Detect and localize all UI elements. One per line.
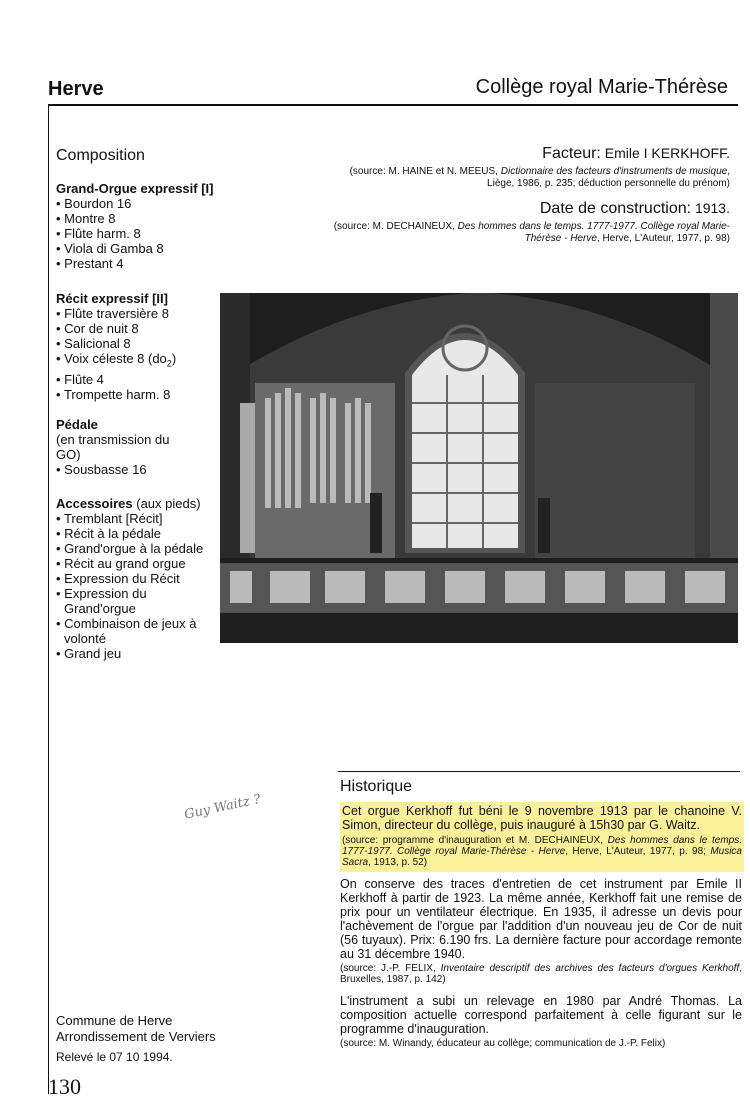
stop-item: • Flûte 4 (56, 372, 216, 387)
accessory-item: • Expression du Grand'orgue (56, 586, 206, 616)
historique-rule (338, 771, 740, 772)
accessory-item: • Expression du Récit (56, 571, 206, 586)
stop-item: • Sousbasse 16 (56, 462, 196, 477)
section-title: Accessoires (aux pieds) (56, 496, 201, 511)
organ-photo (220, 293, 738, 643)
arrondissement: Arrondissement de Verviers (56, 1029, 216, 1044)
stop-item: • Flûte harm. 8 (56, 226, 216, 241)
section-title: Pédale (56, 417, 98, 432)
stop-item (56, 351, 216, 372)
date-block (310, 200, 730, 245)
historique-paragraph-1: Cet orgue Kerkhoff fut béni le 9 novembre 1913 par le chanoine V. Simon, directeur du collège, puis inauguré à 15h30 par G. Waitz. (source: programme d'inauguration et M. DECHAINEUX, Des hommes dans le temps. 1777-1977. Collège royal Marie-Thérèse - Herve, Herve, L'Auteur, 1977, p. 98; Musica Sacra, 1913, p. 52) (340, 802, 744, 872)
section-recit (56, 291, 216, 402)
header-location: Herve (48, 78, 104, 100)
accessory-item: • Tremblant [Récit] (56, 511, 206, 526)
accessory-item: • Combinaison de jeux à volonté (56, 616, 206, 646)
historique-paragraph-3: L'instrument a subi un relevage en 1980 par André Thomas. La composition actuelle correspond parfaitement à celle figurant sur le programme d'inauguration. (source: M. Winandy, éducateur au collège; communication de J.-P. Felix) (340, 994, 742, 1049)
handwritten-note: Guy Waitz ? (183, 791, 262, 823)
stop-item: • Flûte traversière 8 (56, 306, 216, 321)
facteur-line: Facteur: Emile I KERKHOFF. (542, 145, 730, 162)
accessory-item: • Récit au grand orgue (56, 556, 206, 571)
historique-source-1: (source: programme d'inauguration et M. DECHAINEUX, Des hommes dans le temps. 1777-1977. Collège royal Marie-Thérèse - Herve, Herve, L'Auteur, 1977, p. 98; Musica Sacra, 1913, p. 52) (342, 835, 743, 868)
left-rule (48, 104, 49, 1094)
section-accessoires (56, 496, 206, 661)
facteur-source: (source: M. HAINE et N. MEEUS, Dictionnaire des facteurs d'instruments de musique, Liège, 1986, p. 235; déduction personnelle du prénom) (349, 166, 730, 189)
subscript: 2 (166, 358, 172, 369)
paren: ) (171, 351, 177, 366)
organ-illustration (220, 293, 738, 643)
stop-item: • Salicional 8 (56, 336, 216, 351)
stop-item: • Montre 8 (56, 211, 216, 226)
page-number: 130 (48, 1074, 81, 1099)
stop-label: Voix céleste 8 (do (64, 351, 167, 366)
section-title: Grand-Orgue expressif [I] (56, 181, 214, 196)
historique-source-3: (source: M. Winandy, éducateur au collège; communication de J.-P. Felix) (340, 1038, 666, 1049)
date-line: Date de construction: 1913. (539, 200, 730, 217)
historique-source-2: (source: J.-P. FELIX, Inventaire descriptif des archives des facteurs d'orgues Kerkhoff, Bruxelles, 1987, p. 142) (340, 963, 742, 985)
commune-name: Commune de Herve (56, 1013, 173, 1028)
historique-title: Historique (340, 778, 413, 795)
historique-paragraph-2: On conserve des traces d'entretien de cet instrument par Emile II Kerkhoff à partir de 1923. La même année, Kerkhoff fait une remise de prix pour un ventilateur électrique. En 1935, il adresse un devis pour l'achèvement de l'orgue par l'addition d'un nouveau jeu de Cor de nuit (56 tuyaux). Prix: 6.190 frs. La dernière facture pour accordage remonte au 31 décembre 1940. (source: J.-P. FELIX, Inventaire descriptif des archives des facteurs d'orgues Kerkhoff, Bruxelles, 1987, p. 142) (340, 877, 742, 985)
header-institution: Collège royal Marie-Thérèse (475, 76, 728, 98)
stop-item: • Bourdon 16 (56, 196, 216, 211)
accessory-item: • Grand'orgue à la pédale (56, 541, 206, 556)
releve-date: Relevé le 07 10 1994. (56, 1050, 173, 1064)
stop-item: • Prestant 4 (56, 256, 216, 271)
section-title: Récit expressif [II] (56, 291, 168, 306)
accessory-item: • Récit à la pédale (56, 526, 206, 541)
stop-item: • Cor de nuit 8 (56, 321, 216, 336)
facteur-block (330, 145, 730, 190)
composition-title: Composition (56, 147, 145, 164)
stop-item: • Viola di Gamba 8 (56, 241, 216, 256)
section-grand-orgue (56, 181, 216, 271)
stop-item: • Trompette harm. 8 (56, 387, 216, 402)
accessory-item: • Grand jeu (56, 646, 206, 661)
date-source: (source: M. DECHAINEUX, Des hommes dans le temps. 1777-1977. Collège royal Marie-Thérèse - Herve, Herve, L'Auteur, 1977, p. 98) (333, 221, 730, 244)
section-note: (en transmission du GO) (56, 432, 170, 462)
header-rule (48, 104, 738, 106)
section-pedale (56, 417, 196, 477)
commune-block (56, 1013, 216, 1045)
